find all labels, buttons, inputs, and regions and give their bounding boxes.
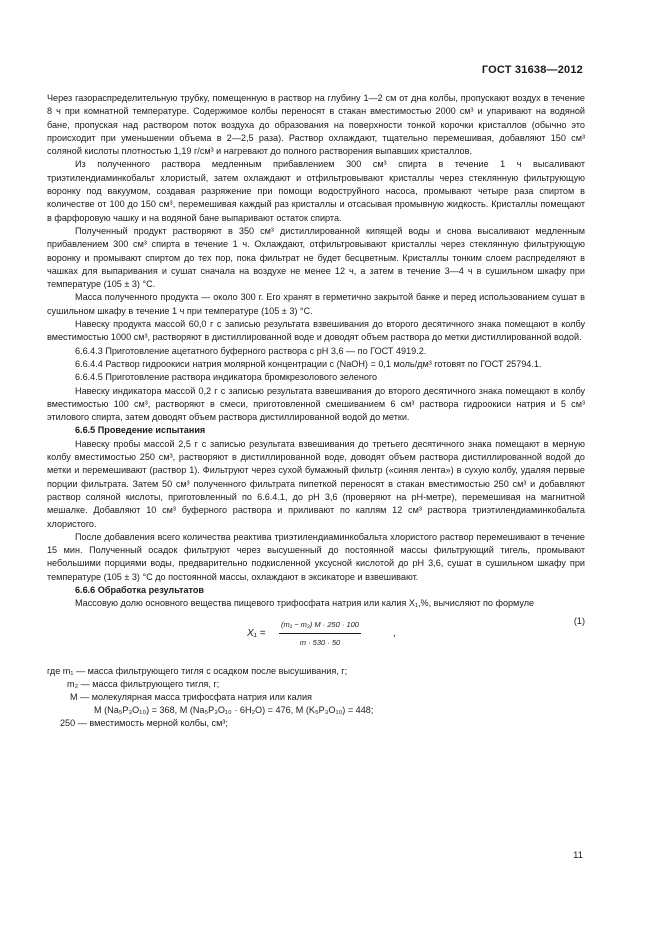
formula-number: (1) [573, 615, 585, 626]
definition-text: M (Na₅P₃O₁₀) = 368, M (Na₅P₃O₁₀ · 6H₂O) = 476, M (K₅P₃O₁₀) = 448; [94, 704, 374, 715]
definition-text: — молекулярная масса трифосфата натрия или калия [80, 691, 312, 702]
paragraph: После добавления всего количества реактива триэтилендиаминкобальта хлористого раствор перемешивают в течение 15 мин. Полученный осадок фильтруют через высушенный до постоянной массы фильтрующий тигель, промывают небольшими порциями воды, предварительно подкисленной уксусной кислотой до pH 3,6, сушат в сушильном шкафу при температуре (105 ± 3) °С до постоянной массы, охлаждают в эксикаторе и взвешивают. [47, 531, 585, 582]
section-heading-6-6-5: 6.6.5 Проведение испытания [75, 425, 206, 436]
paragraph: Навеску индикатора массой 0,2 г с записью результата взвешивания до второго десятичного знака помещают в колбу вместимостью 100 см³, растворяют в смеси, приготовленной смешиванием 6 см³ раствора гидроокиси натрия и 5 см³ этилового спирта, затем доводят объем раствора дистиллированной водой до метки. [47, 385, 585, 423]
standard-number: ГОСТ 31638—2012 [481, 64, 583, 76]
paragraph: Через газораспределительную трубку, помещенную в раствор на глубину 1—2 см от дна колбы, пропускают воздух в течение 8 ч при комнатной температуре. Содержимое колбы переносят в стакан вместимостью 2000 см³ и упаривают на водяной бане, пропуская над раствором поток воздуха до образования на поверхности тонкой корочки кристаллов (обычно это происходит при уменьшении объема в 2—2,5 раза). Раствор охлаждают, тщательно перемешивая, добавляют 150 см³ соляной кислоты плотностью 1,19 г/см³ и нагревают до полного растворения выпавших кристаллов. [47, 93, 585, 157]
paragraph: Масса полученного продукта — около 300 г. Его хранят в герметично закрытой банке и перед использованием сушат в сушильном шкафу в течение 1 ч при температуре (105 ± 3) °С. [47, 292, 585, 316]
definition-item [47, 678, 585, 691]
section-heading-6-6-6: 6.6.6 Обработка результатов [75, 584, 204, 595]
formula-comma: , [393, 627, 396, 639]
paragraph: Полученный продукт растворяют в 350 см³ дистиллированной кипящей воды и снова высаливают медленным прибавлением 300 см³ спирта в течение 1 ч. Охлаждают, отфильтровывают кристаллы через стеклянную фильтрующую воронку и промывают спиртом до тех пор, пока фильтрат не будет бесцветным. Кристаллы тонким слоем распределяют в чашках для выпаривания и сушат сначала на воздухе не менее 12 ч, а затем в течение 3—4 ч в сушильном шкафу при температуре (105 ± 3) °С. [47, 225, 585, 290]
definition-term: где m₁ [47, 665, 74, 676]
clause-6-6-4-3: 6.6.4.3 Приготовление ацетатного буферного раствора с pH 3,6 — по ГОСТ 4919.2. [75, 345, 427, 356]
clause-6-6-4-4: 6.6.4.4 Раствор гидроокиси натрия молярной концентрации c (NaOH) = 0,1 моль/дм³ готовят по ГОСТ 25794.1. [75, 358, 542, 369]
formula-lhs: X₁ = [247, 627, 266, 639]
definition-term: m₂ [67, 678, 79, 689]
paragraph: Из полученного раствора медленным прибавлением 300 см³ спирта в течение 1 ч высаливают триэтилендиаминкобальт хлористый, затем охлаждают и отфильтровывают кристаллы через стеклянную фильтрующую воронку под вакуумом, создавая разряжение при помощи водоструйного насоса, промывают четыре раза спиртом в количестве от 100 до 150 см³, перемешивая каждый раз кристаллы и отсасывая промывную жидкость. Кристаллы помещают в фарфоровую чашку и на водяной бане выпаривают остаток спирта. [47, 159, 585, 223]
definition-term: 250 [60, 717, 76, 728]
document-body [47, 92, 585, 730]
page-number: 11 [573, 850, 583, 861]
definition-term: M [70, 691, 78, 702]
definition-text: — вместимость мерной колбы, см³; [77, 717, 228, 728]
definition-item [47, 717, 585, 730]
clause-6-6-4-5: 6.6.4.5 Приготовление раствора индикатора бромкрезолового зеленого [75, 372, 378, 383]
definition-item [47, 665, 585, 678]
paragraph: Навеску пробы массой 2,5 г с записью результата взвешивания до третьего десятичного знака помещают в мерную колбу вместимостью 250 см³, растворяют в дистиллированной воде, доводят объем раствора дистиллированной водой до метки и перемешивают (раствор 1). Фильтруют через сухой бумажный фильтр («синяя лента») в сухую колбу, удаляя первые порции фильтрата. Затем 50 см³ полученного фильтрата пипеткой переносят в стакан вместимостью 250 см³ и добавляют раствор соляной кислоты, приготовленный по 6.6.4.1, до pH 3,6 (проверяют на pH-метре), перемешивая на магнитной мешалке. Добавляют 10 см³ буферного раствора и приливают по каплям 12 см³ раствора триэтилендиаминкобальта хлористого. [47, 438, 585, 529]
definition-text: — масса фильтрующего тигля, г; [80, 678, 220, 689]
definition-item [47, 691, 585, 704]
paragraph: Навеску продукта массой 60,0 г с записью результата взвешивания до второго десятичного знака помещают в колбу вместимостью 1000 см³, растворяют в дистиллированной воде и доводят объем раствора до метки дистиллированной водой. [47, 319, 585, 343]
definition-item [47, 704, 585, 717]
paragraph: Массовую долю основного вещества пищевого трифосфата натрия или калия X₁,%, вычисляют по формуле [75, 598, 535, 609]
formula-denominator: m · 530 · 50 [299, 637, 341, 647]
definition-text: — масса фильтрующего тигля с осадком после высушивания, г; [75, 665, 348, 676]
formula-1 [47, 615, 585, 659]
formula-fraction [279, 618, 361, 650]
definitions-list [47, 665, 585, 730]
formula-numerator: (m₁ − m₂) M · 250 · 100 [279, 618, 361, 634]
